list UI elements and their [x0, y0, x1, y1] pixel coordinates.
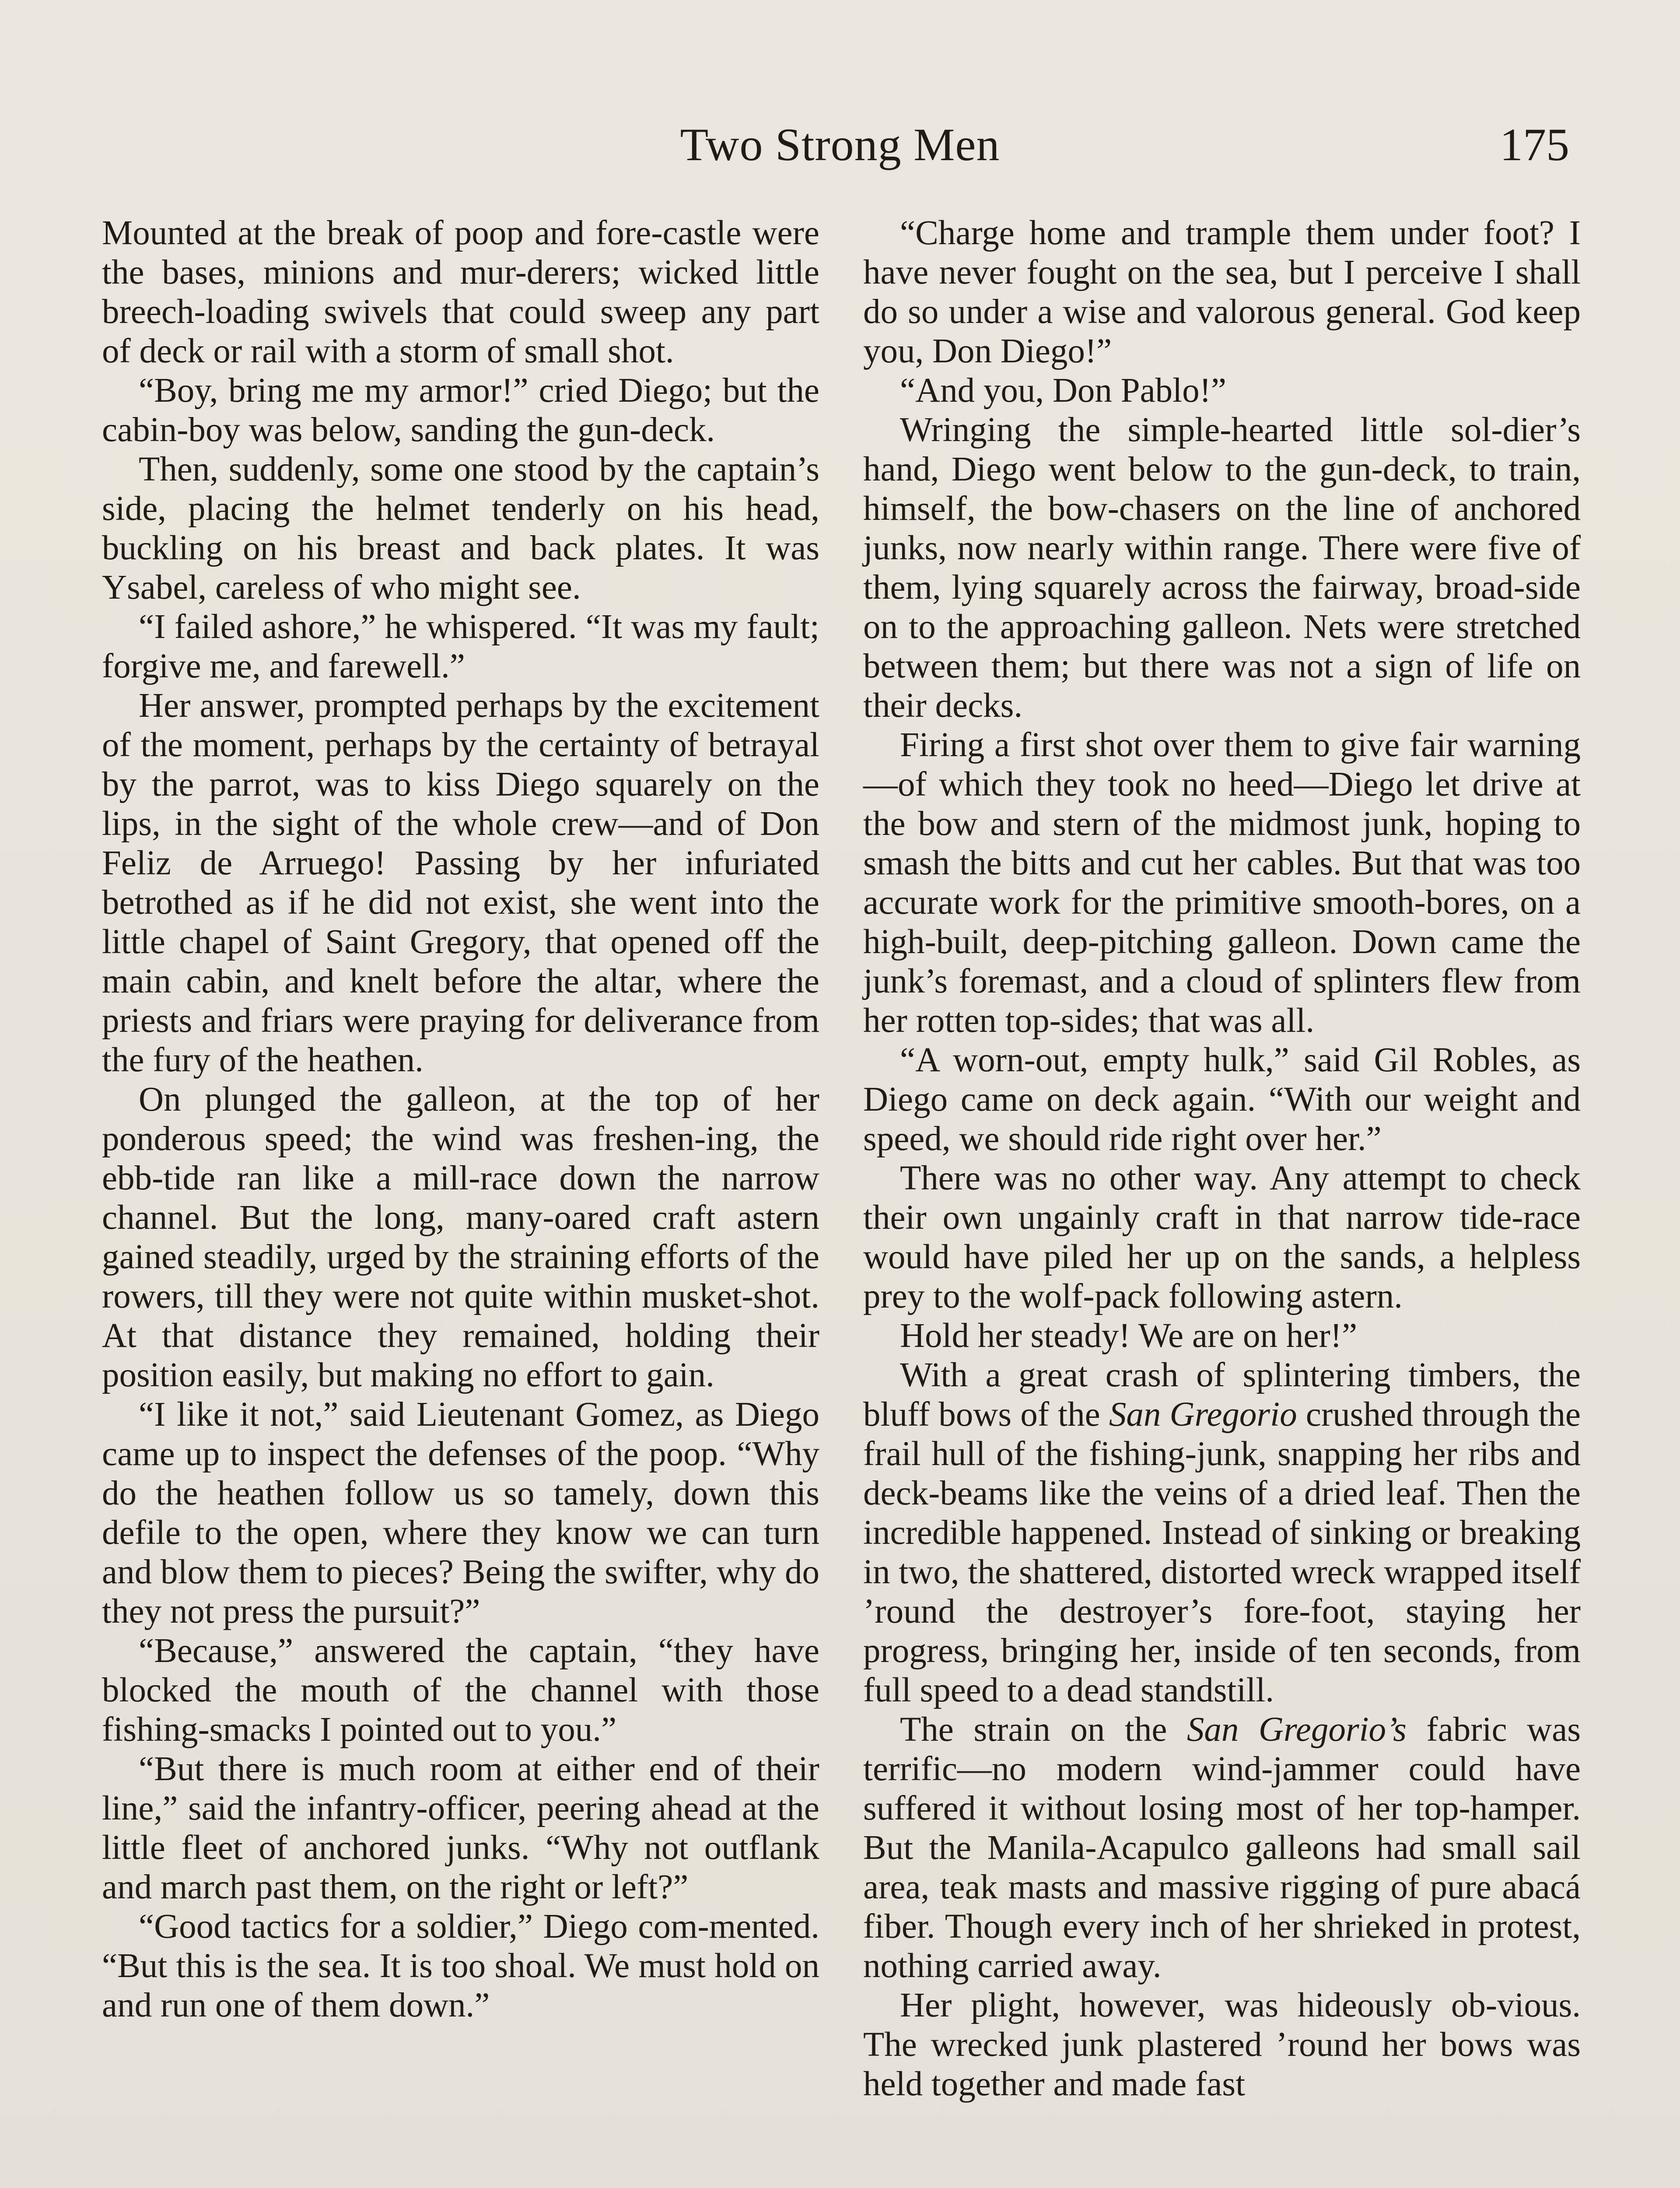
paragraph [863, 1159, 1581, 1316]
paragraph [863, 1710, 1581, 1986]
paragraph-text: fabric was terrific—no modern wind-jammer could have suffered it without losing most of her top-hamper. But the Manila-Acapulco galleons had small sail area, teak masts and massive rigging of pure abacá fiber. Though every inch of her shrieked in protest, nothing carried away. [863, 1711, 1581, 1985]
paragraph [863, 1041, 1581, 1159]
paragraph [102, 1080, 819, 1395]
paragraph [863, 214, 1581, 371]
paragraph-text: “I like it not,” said Lieutenant Gomez, as Diego came up to inspect the defenses of the poop. “Why do the heathen follow us so tamely, down this defile to the open, where they know we can turn and blow them to pieces? Being the swifter, why do they not press the pursuit?” [102, 1396, 819, 1630]
paragraph-text: “And you, Don Pablo!” [900, 372, 1226, 410]
paragraph [102, 214, 819, 371]
paragraph [863, 1316, 1581, 1356]
paragraph [102, 1395, 819, 1631]
paragraph-text: Her plight, however, was hideously ob-vious. The wrecked junk plastered ’round her bows was held together and made fast [863, 1986, 1581, 2103]
paragraph-text: On plunged the galleon, at the top of her ponderous speed; the wind was freshen-ing, the ebb-tide ran like a mill-race down the narrow channel. But the long, many-oared craft astern gained steadily, urged by the straining efforts of the rowers, till they were not quite within musket-shot. At that distance they remained, holding their position easily, but making no effort to gain. [102, 1080, 819, 1394]
paragraph-text: There was no other way. Any attempt to check their own ungainly craft in that narrow tide-race would have piled her up on the sands, a helpless prey to the wolf-pack following astern. [863, 1159, 1581, 1315]
paragraph [863, 1356, 1581, 1710]
paragraph-text: Mounted at the break of poop and fore-castle were the bases, minions and mur-derers; wicked little breech-loading swivels that could sweep any part of deck or rail with a storm of small shot. [102, 214, 819, 370]
paragraph-text: With a great crash of splintering timbers, the bluff bows of the [863, 1356, 1581, 1434]
paragraph [102, 607, 819, 686]
page-number: 175 [1500, 119, 1569, 170]
paragraph-text: “A worn-out, empty hulk,” said Gil Robles, as Diego came on deck again. “With our weight and speed, we should ride right over her.” [863, 1041, 1581, 1158]
paragraph-text: “Boy, bring me my armor!” cried Diego; but the cabin-boy was below, sanding the gun-deck. [102, 372, 819, 449]
left-text-column [102, 214, 819, 2025]
paragraph-text: The strain on the [900, 1711, 1187, 1749]
paragraph [863, 410, 1581, 726]
paragraph [102, 1750, 819, 1907]
paragraph-text: “Good tactics for a soldier,” Diego com-mented. “But this is the sea. It is too shoal. We must hold on and run one of them down.” [102, 1907, 819, 2024]
paragraph-text: Her answer, prompted perhaps by the excitement of the moment, perhaps by the certainty of betrayal by the parrot, was to kiss Diego squarely on the lips, in the sight of the whole crew—and of Don Feliz de Arruego! Passing by her infuriated betrothed as if he did not exist, she went into the little chapel of Saint Gregory, that opened off the main cabin, and knelt before the altar, where the priests and friars were praying for deliverance from the fury of the heathen. [102, 687, 819, 1079]
paragraph [863, 1986, 1581, 2104]
paragraph-text: Hold her steady! We are on her!” [900, 1317, 1358, 1355]
paragraph-text: “But there is much room at either end of their line,” said the infantry-officer, peering ahead at the little fleet of anchored junks. “Why not outflank and march past them, on the right or left?” [102, 1750, 819, 1906]
paragraph-text: “Because,” answered the captain, “they have blocked the mouth of the channel with those fishing-smacks I pointed out to you.” [102, 1632, 819, 1749]
paragraph-text: “Charge home and trample them under foot? I have never fought on the sea, but I perceive I shall do so under a wise and valorous general. God keep you, Don Diego!” [863, 214, 1581, 370]
paragraph [863, 371, 1581, 410]
paragraph [102, 1907, 819, 2025]
paragraph [102, 1631, 819, 1750]
italic-ship-name: San Gregorio’s [1186, 1711, 1407, 1749]
paragraph [102, 371, 819, 450]
paragraph-text: Wringing the simple-hearted little sol-dier’s hand, Diego went below to the gun-deck, to train, himself, the bow-chasers on the line of anchored junks, now nearly within range. There were five of them, lying squarely across the fairway, broad-side on to the approaching galleon. Nets were stretched between them; but there was not a sign of life on their decks. [863, 411, 1581, 725]
running-head-title: Two Strong Men [680, 119, 1000, 170]
paragraph [102, 686, 819, 1080]
paragraph [863, 726, 1581, 1041]
paragraph-text: Firing a first shot over them to give fair warning—of which they took no heed—Diego let drive at the bow and stern of the midmost junk, hoping to smash the bitts and cut her cables. But that was too accurate work for the primitive smooth-bores, on a high-built, deep-pitching galleon. Down came the junk’s foremast, and a cloud of splinters flew from her rotten top-sides; that was all. [863, 726, 1581, 1040]
paragraph-text: “I failed ashore,” he whispered. “It was my fault; forgive me, and farewell.” [102, 608, 819, 685]
paragraph-text: Then, suddenly, some one stood by the captain’s side, placing the helmet tenderly on his head, buckling on his breast and back plates. It was Ysabel, careless of who might see. [102, 450, 819, 607]
paragraph [102, 450, 819, 607]
italic-ship-name: San Gregorio [1109, 1396, 1297, 1434]
right-text-column [863, 214, 1581, 2104]
paragraph-text: crushed through the frail hull of the fishing-junk, snapping her ribs and deck-beams like the veins of a dried leaf. Then the incredible happened. Instead of sinking or breaking in two, the shattered, distorted wreck wrapped itself ’round the destroyer’s fore-foot, staying her progress, bringing her, inside of ten seconds, from full speed to a dead standstill. [863, 1396, 1581, 1709]
